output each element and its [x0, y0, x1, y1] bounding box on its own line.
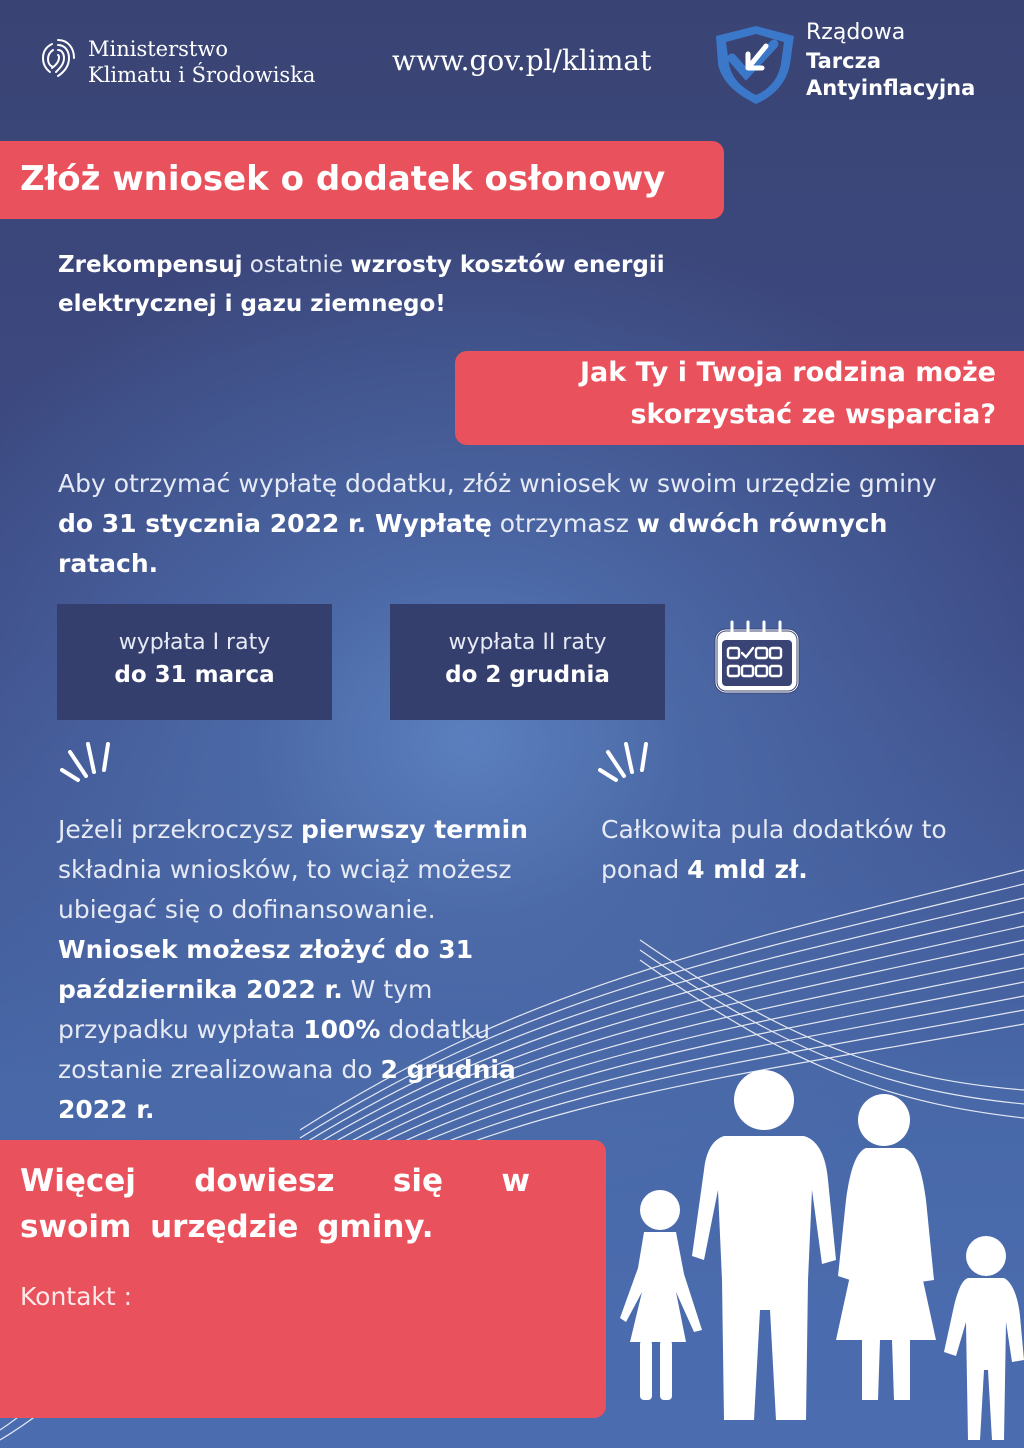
question-line-1: Jak Ty i Twoja rodzina może — [579, 357, 996, 388]
pool-note-1: Całkowita pula dodatków to ponad — [601, 815, 947, 884]
intro-bold-2: wzrosty kosztów energii elektrycznej i gazu ziemnego! — [58, 252, 665, 317]
ministry-line-2: Klimatu i Środowiska — [88, 63, 316, 87]
installment-2-label: wypłata II raty — [448, 630, 607, 655]
more-info-heading: Więcej dowiesz się w swoim urzędzie gminy. — [20, 1163, 530, 1245]
shield-arrow-icon — [712, 24, 798, 106]
ministry-line-1: Ministerstwo — [88, 37, 228, 61]
main-paragraph-3: otrzymasz — [491, 509, 637, 538]
deadline-note-4: Wniosek możesz złożyć do 31 października 2022 r. — [58, 935, 474, 1004]
family-silhouette-icon — [600, 1060, 1024, 1448]
intro-text — [58, 246, 678, 324]
installment-1-label: wypłata I raty — [118, 630, 271, 655]
deadline-note-7: dodatku zostanie zrealizowana do — [58, 1015, 491, 1084]
installment-box-2 — [390, 604, 665, 720]
installment-1-date: do 31 marca — [114, 662, 275, 688]
deadline-note-2: pierwszy termin — [301, 815, 528, 844]
shield-title-bold — [806, 48, 975, 102]
main-paragraph-4: w dwóch równych ratach. — [58, 509, 888, 578]
ministry-fingerprint-icon — [38, 36, 78, 80]
deadline-note-5: W tym przypadku wypłata — [58, 975, 433, 1044]
question-heading — [470, 352, 996, 436]
question-line-2: skorzystać ze wsparcia? — [630, 399, 996, 430]
burst-icon — [596, 738, 652, 786]
installment-box-1 — [57, 604, 332, 720]
website-url[interactable]: www.gov.pl/klimat — [392, 44, 652, 77]
deadline-note-1: Jeżeli przekroczysz — [58, 815, 302, 844]
page-title: Złóż wniosek o dodatek osłonowy — [20, 159, 666, 199]
deadline-note-3: składnia wniosków, to wciąż możesz ubiegać się o dofinansowanie. — [58, 855, 512, 924]
installment-2-date: do 2 grudnia — [445, 662, 610, 688]
burst-icon — [58, 738, 114, 786]
ministry-name — [88, 36, 315, 88]
pool-note-2: 4 mld zł. — [687, 855, 808, 884]
deadline-note-8: 2 grudnia 2022 r. — [58, 1055, 516, 1124]
pool-note — [601, 810, 1001, 890]
intro-light: ostatnie — [242, 252, 351, 278]
intro-bold-1: Zrekompensuj — [58, 252, 243, 278]
main-paragraph — [58, 464, 988, 584]
calendar-icon — [712, 620, 802, 696]
shield-title-line-1: Rządowa — [806, 20, 906, 45]
contact-label: Kontakt : — [20, 1282, 133, 1311]
main-paragraph-2: do 31 stycznia 2022 r. Wypłatę — [58, 509, 492, 538]
deadline-note — [58, 810, 558, 1130]
shield-title-line-3: Antyinflacyjna — [806, 76, 976, 100]
main-paragraph-1: Aby otrzymać wypłatę dodatku, złóż wniosek w swoim urzędzie gminy — [58, 469, 937, 498]
shield-title-line-2: Tarcza — [806, 49, 881, 73]
deadline-note-6: 100% — [303, 1015, 381, 1044]
